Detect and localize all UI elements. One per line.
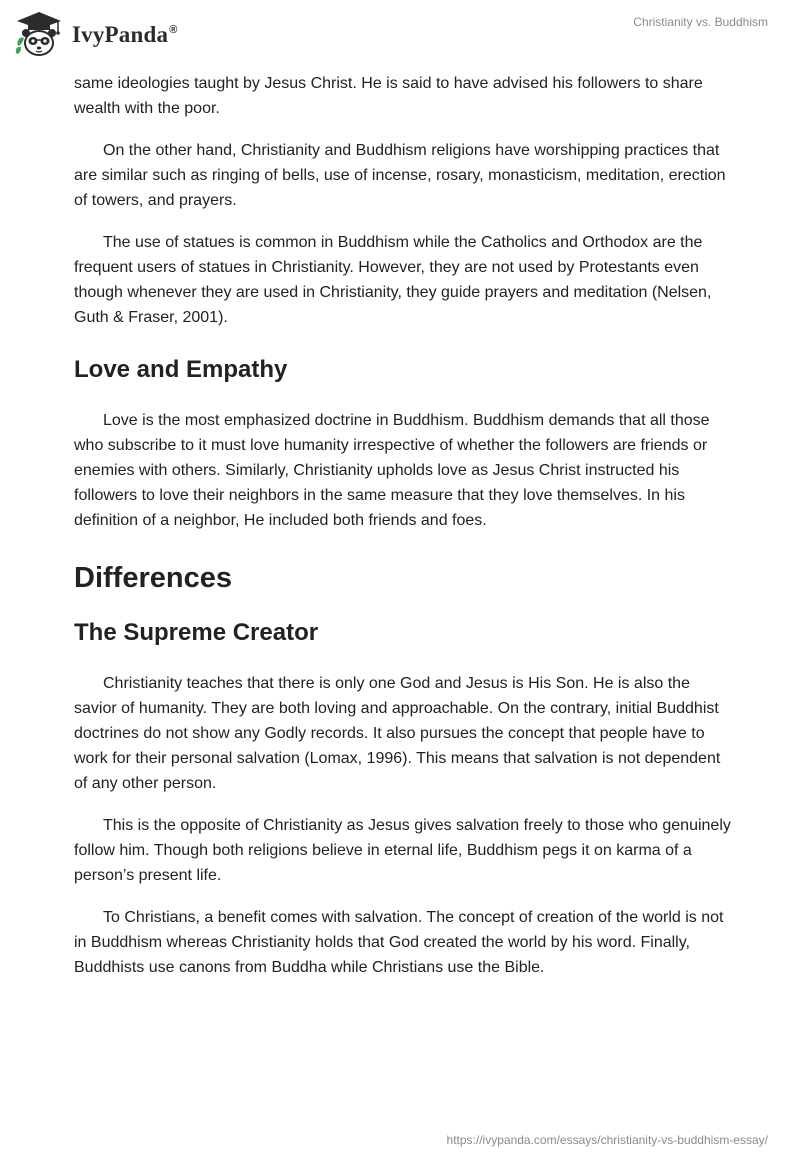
heading-differences: Differences xyxy=(74,562,232,594)
document-title: Christianity vs. Buddhism xyxy=(633,15,768,29)
brand-name: IvyPanda® xyxy=(72,22,178,47)
paragraph-continuation: same ideologies taught by Jesus Christ. He is said to have advised his followers to share wealth with the poor. xyxy=(74,75,703,117)
essay-content xyxy=(74,71,734,997)
paragraph-love: Love is the most emphasized doctrine in Buddhism. Buddhism demands that all those who subscribe to it must love humanity irrespective of whether the followers are friends or enemies with others. Similarly, Christianity upholds love as Jesus Christ instructed his followers to love their neighbors in the same measure that they love themselves. In his definition of a neighbor, He included both friends and foes. xyxy=(74,412,710,529)
heading-supreme-creator: The Supreme Creator xyxy=(74,619,319,646)
paragraph-worship-practices: On the other hand, Christianity and Buddhism religions have worshipping practices that are similar such as ringing of bells, use of incense, rosary, monasticism, meditation, erection of towers, and prayers. xyxy=(74,142,726,209)
panda-graduate-icon xyxy=(14,10,64,58)
page-header xyxy=(0,0,800,72)
ivypanda-logo[interactable] xyxy=(14,10,178,58)
paragraph-one-god: Christianity teaches that there is only one God and Jesus is His Son. He is also the savior of humanity. They are both loving and approachable. On the contrary, initial Buddhist doctrines do not show any Godly records. It also pursues the concept that people have to work for their personal salvation (Lomax, 1996). This means that salvation is not dependent of any other person. xyxy=(74,675,721,792)
paragraph-salvation: This is the opposite of Christianity as Jesus gives salvation freely to those who genuinely follow him. Though both religions believe in eternal life, Buddhism pegs it on karma of a person’s present life. xyxy=(74,817,731,884)
heading-love-and-empathy: Love and Empathy xyxy=(74,356,288,383)
source-url[interactable]: https://ivypanda.com/essays/christianity-vs-buddhism-essay/ xyxy=(446,1133,768,1147)
paragraph-creation: To Christians, a benefit comes with salvation. The concept of creation of the world is not in Buddhism whereas Christianity holds that God created the world by his word. Finally, Buddhists use canons from Buddha while Christians use the Bible. xyxy=(74,909,724,976)
paragraph-statues: The use of statues is common in Buddhism while the Catholics and Orthodox are the frequent users of statues in Christianity. However, they are not used by Protestants even though whenever they are used in Christianity, they guide prayers and meditation (Nelsen, Guth & Fraser, 2001). xyxy=(74,234,712,326)
